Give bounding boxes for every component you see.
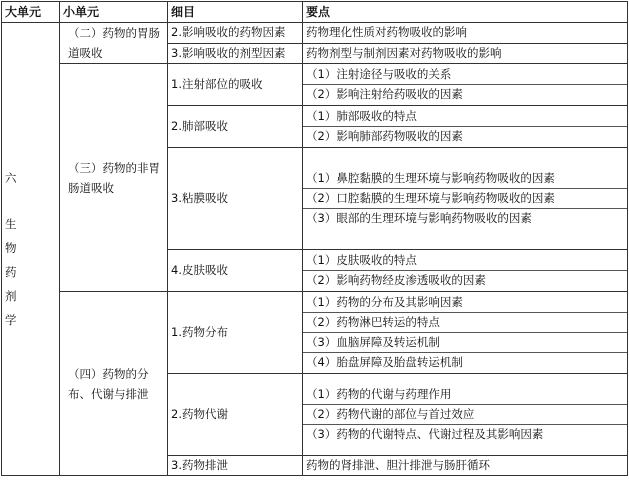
major-unit-char: 物 [5,241,17,255]
point-text: （1）注射途径与吸收的关系 [306,67,452,81]
point-text: 药物理化性质对药物吸收的影响 [306,25,467,40]
major-unit-char: 学 [5,313,17,327]
syllabus-table [1,1,628,476]
point-text: （2）影响肺部药物吸收的因素 [303,126,627,146]
item-cell: 2.药物代谢 [168,374,303,456]
points-cell [303,43,628,64]
major-unit-char: 药 [5,265,17,279]
item-cell: 4.皮肤吸收 [168,250,303,292]
point-text: （2）药物代谢的部位与首过效应 [303,404,627,424]
header-major-unit: 大单元 [2,2,60,23]
table-row [2,23,628,44]
point-text: （3）血脑屏障及转运机制 [303,332,627,352]
point-text: 药物剂型与制剂因素对药物吸收的影响 [306,45,502,60]
point-text: （4）胎盘屏障及胎盘转运机制 [303,352,627,372]
header-sub-unit: 小单元 [60,2,168,23]
points-cell [303,250,628,292]
sub-unit-cell: （四）药物的分布、代谢与排泄 [60,292,168,476]
major-unit-char: 剂 [5,289,17,303]
point-text: （2）口腔黏膜的生理环境与影响药物吸收的因素 [303,188,627,208]
item-cell: 1.注射部位的吸收 [168,64,303,106]
item-cell: 2.肺部吸收 [168,106,303,148]
point-text: （2）影响药物经皮渗透吸收的因素 [303,270,627,290]
point-text: （1）鼻腔黏膜的生理环境与影响药物吸收的因素 [306,171,555,185]
point-text: （1）药物的分布及其影响因素 [306,295,463,309]
point-text: （2）影响注射给药吸收的因素 [303,84,627,104]
sub-unit-cell: （二）药物的胃肠道吸收 [60,23,168,64]
item-cell: 3.影响吸收的剂型因素 [168,43,303,64]
item-cell: 3.粘膜吸收 [168,148,303,250]
table-row [2,64,628,106]
item-cell: 3.药物排泄 [168,456,303,476]
points-cell [303,292,628,374]
point-text: （3）眼部的生理环境与影响药物吸收的因素 [303,208,627,228]
point-text: （2）药物淋巴转运的特点 [303,312,627,332]
major-unit-char: 生 [5,217,17,231]
points-cell [303,64,628,106]
major-unit-char: 六 [5,171,17,185]
points-cell [303,456,628,476]
sub-unit-cell: （三）药物的非胃肠道吸收 [60,64,168,292]
point-text: （1）皮肤吸收的特点 [306,253,417,267]
table-row [2,292,628,374]
header-item: 细目 [168,2,303,23]
points-cell [303,148,628,250]
point-text: （3）药物的代谢特点、代谢过程及其影响因素 [303,424,627,444]
point-text: （1）药物的代谢与药理作用 [306,387,452,401]
item-cell: 1.药物分布 [168,292,303,374]
points-cell [303,106,628,148]
item-cell: 2.影响吸收的药物因素 [168,23,303,44]
major-unit-cell [2,23,60,476]
points-cell [303,23,628,44]
header-points: 要点 [303,2,628,23]
points-cell [303,374,628,456]
point-text: 药物的肾排泄、胆汁排泄与肠肝循环 [306,458,490,472]
header-row [2,2,628,23]
point-text: （1）肺部吸收的特点 [306,109,417,123]
